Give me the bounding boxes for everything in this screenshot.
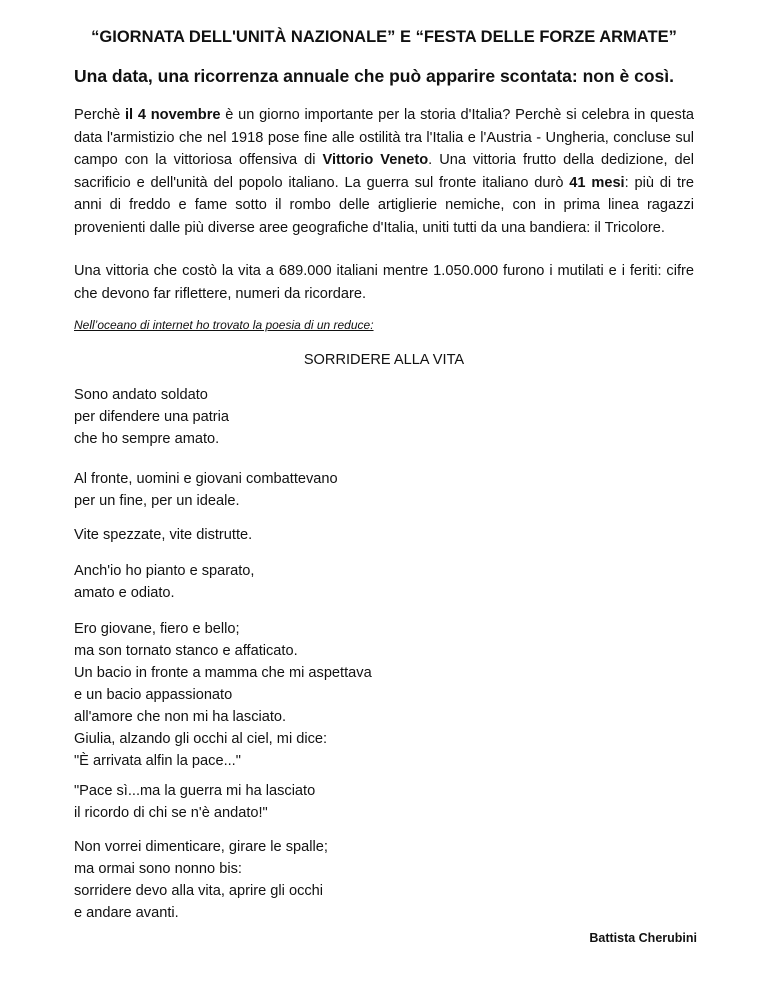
poem-line: all'amore che non mi ha lasciato. [74, 709, 287, 725]
poem-line: ma ormai sono nonno bis: [74, 861, 242, 877]
document-subtitle: Una data, una ricorrenza annuale che può apparire scontata: non è così. [74, 66, 675, 86]
source-note: Nell’oceano di internet ho trovato la poesia di un reduce: [74, 318, 374, 332]
poem-stanza-4 [74, 560, 254, 604]
poem-line: Ero giovane, fiero e bello; [74, 621, 240, 637]
author-signature: Battista Cherubini [589, 931, 697, 945]
para1-text-3: . Una vittoria frutto della dedizione, del sacrificio e dell'unità del popolo italiano. La guerra sul fronte italiano durò [74, 152, 694, 191]
poem-stanza-6 [74, 780, 315, 824]
poem-title: SORRIDERE ALLA VITA [303, 352, 465, 368]
para1-text-1: Perchè [74, 107, 125, 123]
poem-line: amato e odiato. [74, 585, 175, 601]
para1-bold-duration: 41 mesi [569, 174, 625, 191]
poem-stanza-2 [74, 468, 338, 512]
poem-line: che ho sempre amato. [74, 431, 220, 447]
intro-paragraph [74, 104, 694, 239]
document-title: “GIORNATA DELL'UNITÀ NAZIONALE” E “FESTA DELLE FORZE ARMATE” [91, 28, 677, 46]
poem-line: e un bacio appassionato [74, 687, 233, 703]
poem-stanza-3 [74, 524, 252, 546]
para1-text-4: : più di tre anni di freddo e fame sotto il rombo delle artiglierie nemiche, con in prima linea ragazzi provenienti dalle più diverse aree geografiche d'Italia, uniti tutti da una bandiera: il Tricolore. [74, 174, 694, 236]
para1-text-2: è un giorno importante per la storia d'Italia? Perchè si celebra in questa data l'armistizio che nel 1918 pose fine alle ostilità tra l'Italia e l'Austria - Ungheria, concluse sul campo con la vittoriosa offensiva di [74, 107, 694, 168]
poem-stanza-7 [74, 836, 328, 924]
poem-line: il ricordo di chi se n'è andato!" [74, 805, 268, 821]
casualties-paragraph: Una vittoria che costò la vita a 689.000 italiani mentre 1.050.000 furono i mutilati e i feriti: cifre che devono far riflettere, numeri da ricordare. [74, 263, 694, 302]
poem-line: Giulia, alzando gli occhi al ciel, mi dice: [74, 731, 328, 747]
poem-line: "Pace sì...ma la guerra mi ha lasciato [74, 783, 316, 799]
para1-bold-date: il 4 novembre [125, 107, 221, 123]
poem-line: Vite spezzate, vite distrutte. [74, 527, 253, 543]
poem-line: ma son tornato stanco e affaticato. [74, 643, 298, 659]
poem-line: Un bacio in fronte a mamma che mi aspettava [74, 665, 372, 681]
poem-line: per un fine, per un ideale. [74, 493, 240, 509]
poem-line: sorridere devo alla vita, aprire gli occhi [74, 883, 324, 899]
poem-line: per difendere una patria [74, 409, 229, 425]
poem-line: Anch'io ho pianto e sparato, [74, 563, 255, 579]
poem-line: "È arrivata alfin la pace..." [74, 753, 241, 769]
poem-line: Sono andato soldato [74, 387, 208, 403]
poem-stanza-5 [74, 618, 372, 772]
para1-bold-place: Vittorio Veneto [322, 152, 429, 168]
poem-stanza-1 [74, 384, 229, 450]
poem-line: e andare avanti. [74, 905, 179, 921]
poem-line: Al fronte, uomini e giovani combattevano [74, 471, 338, 487]
poem-line: Non vorrei dimenticare, girare le spalle; [74, 839, 328, 855]
